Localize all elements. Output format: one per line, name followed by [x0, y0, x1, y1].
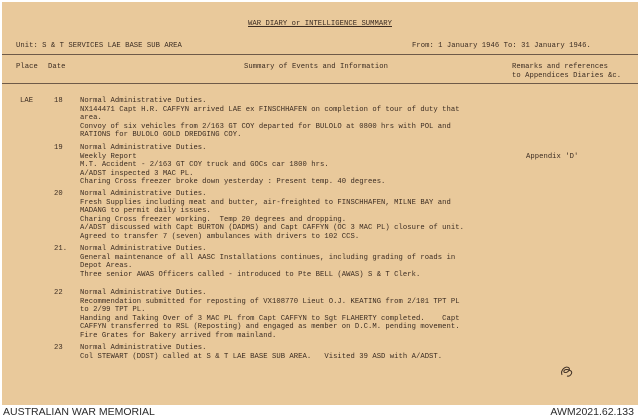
header-remarks: Remarks and references to Appendices Diaries &c. [512, 63, 622, 80]
diary-sheet [2, 2, 638, 405]
header-place: Place [16, 63, 38, 71]
entry-day: 22 [54, 289, 63, 297]
entry-day: 23 [54, 344, 63, 352]
header-rule-top [2, 54, 638, 55]
entry-day: 21. [54, 245, 68, 253]
archive-credit: AUSTRALIAN WAR MEMORIAL [3, 406, 155, 418]
header-rule-bottom [2, 83, 638, 84]
period-line: From: 1 January 1946 To: 31 January 1946. [412, 42, 591, 50]
entry-text: Normal Administrative Duties. Weekly Report M.T. Accident - 2/163 GT COY truck and GOCs car 1800 hrs. A/ADST inspected 3 MAC PL. Charing Cross freezer broke down yesterday : Present temp. 40 degrees. [80, 144, 386, 187]
unit-line: Unit: S & T SERVICES LAE BASE SUB AREA [16, 42, 182, 50]
appendix-reference: Appendix 'D' [526, 153, 579, 161]
place-lae: LAE [20, 97, 34, 105]
header-summary: Summary of Events and Information [244, 63, 388, 71]
archive-reference: AWM2021.62.133 [550, 406, 634, 418]
entry-text: Normal Administrative Duties. Recommendation submitted for reposting of VX108770 Lieut O.J. KEATING from 2/101 TPT PL to 2/99 TPT PL. Handing and Taking Over of 3 MAC PL from Capt CAFFYN to Sgt FLAHERTY completed. Capt CAFFYN transferred to RSL (Reposting) and engaged as member on D.C.M. pending movement. Fire Grates for Bakery arrived from mainland. [80, 289, 460, 340]
entry-day: 20 [54, 190, 63, 198]
entry-day: 18 [54, 97, 63, 105]
header-date: Date [48, 63, 66, 71]
entry-text: Normal Administrative Duties. General maintenance of all AASC Installations continues, including grading of roads in Depot Areas. Three senior AWAS Officers called - introduced to Pte BELL (AWAS) S & T Clerk. [80, 245, 456, 279]
entry-day: 19 [54, 144, 63, 152]
document-title: WAR DIARY or INTELLIGENCE SUMMARY [248, 20, 392, 28]
entry-text: Normal Administrative Duties. Col STEWART (DDST) called at S & T LAE BASE SUB AREA. Visited 39 ASD with A/ADST. [80, 344, 443, 361]
entry-text: Normal Administrative Duties. NX144471 Capt H.R. CAFFYN arrived LAE ex FINSCHHAFEN on completion of tour of duty that area. Convoy of six vehicles from 2/163 GT COY departed for BULOLO at 0800 hrs with POL and RATIONS for BULOLO GOLD DREDGING COY. [80, 97, 460, 140]
handwritten-initials-mark [558, 362, 576, 380]
entry-text: Normal Administrative Duties. Fresh Supplies including meat and butter, air-freighted to FINSCHHAFEN, MILNE BAY and MADANG to permit daily issues. Charing Cross freezer working. Temp 20 degrees and dropping. A/ADST discussed with Capt BURTON (DADMS) and Capt CAFFYN (OC 3 MAC PL) closure of unit. Agreed to transfer 7 (seven) ambulances with drivers to 102 CCS. [80, 190, 464, 241]
